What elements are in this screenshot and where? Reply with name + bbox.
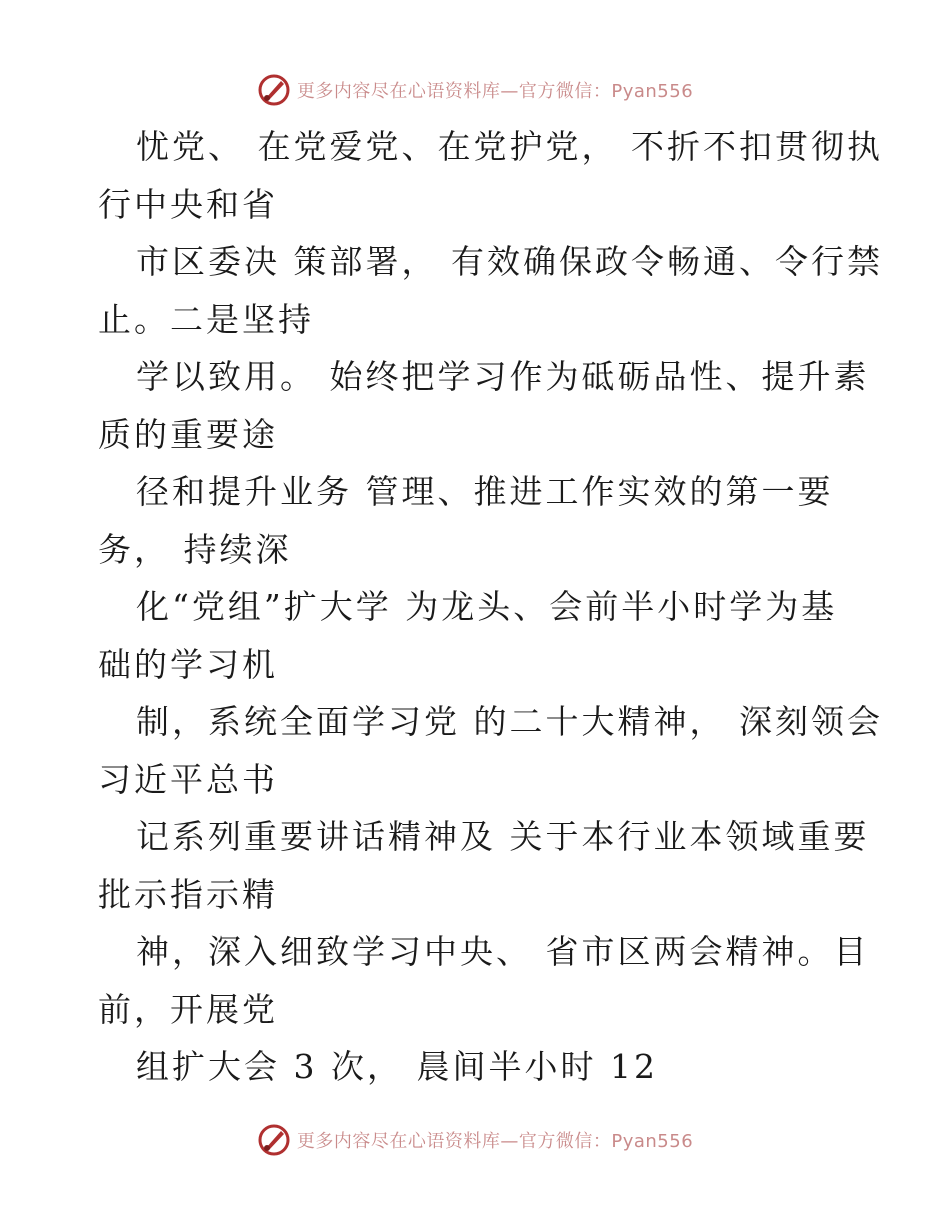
text-line: 务， 持续深 (98, 529, 292, 569)
text-line: 神，深入细致学习中央、 省市区两会精神。目 (136, 932, 870, 971)
text-line: 忧党、 在党爱党、在党护党， 不折不扣贯彻执 (136, 127, 883, 166)
brush-logo-icon (257, 73, 291, 107)
text-line: 行中央和省 (98, 184, 278, 224)
text-line: 前，开展党 (98, 989, 278, 1029)
text-line: 学以致用。 始终把学习作为砥砺品性、提升素 (136, 357, 870, 396)
header-watermark (0, 70, 950, 110)
watermark-text: 更多内容尽在心语资料库—官方微信：Pyan556 (296, 1131, 694, 1152)
text-line: 制，系统全面学习党 的二十大精神， 深刻领会 (136, 702, 883, 741)
document-body (98, 118, 883, 1096)
text-line: 记系列重要讲话精神及 关于本行业本领域重要 (136, 817, 870, 856)
text-line: 止。二是坚持 (98, 299, 314, 339)
text-line: 习近平总书 (98, 759, 278, 799)
brush-logo-icon (257, 1123, 291, 1157)
text-line: 市区委决 策部署， 有效确保政令畅通、令行禁 (136, 242, 883, 281)
text-line: 组扩大会 3 次， 晨间半小时 12 (136, 1047, 658, 1086)
watermark-text: 更多内容尽在心语资料库—官方微信：Pyan556 (296, 81, 694, 102)
footer-watermark (0, 1120, 950, 1160)
text-line: 批示指示精 (98, 874, 278, 914)
text-line: 径和提升业务 管理、推进工作实效的第一要 (136, 472, 834, 511)
text-line: 础的学习机 (98, 644, 278, 684)
text-line: 质的重要途 (98, 414, 278, 454)
text-line: 化“党组”扩大学 为龙头、会前半小时学为基 (136, 587, 838, 626)
